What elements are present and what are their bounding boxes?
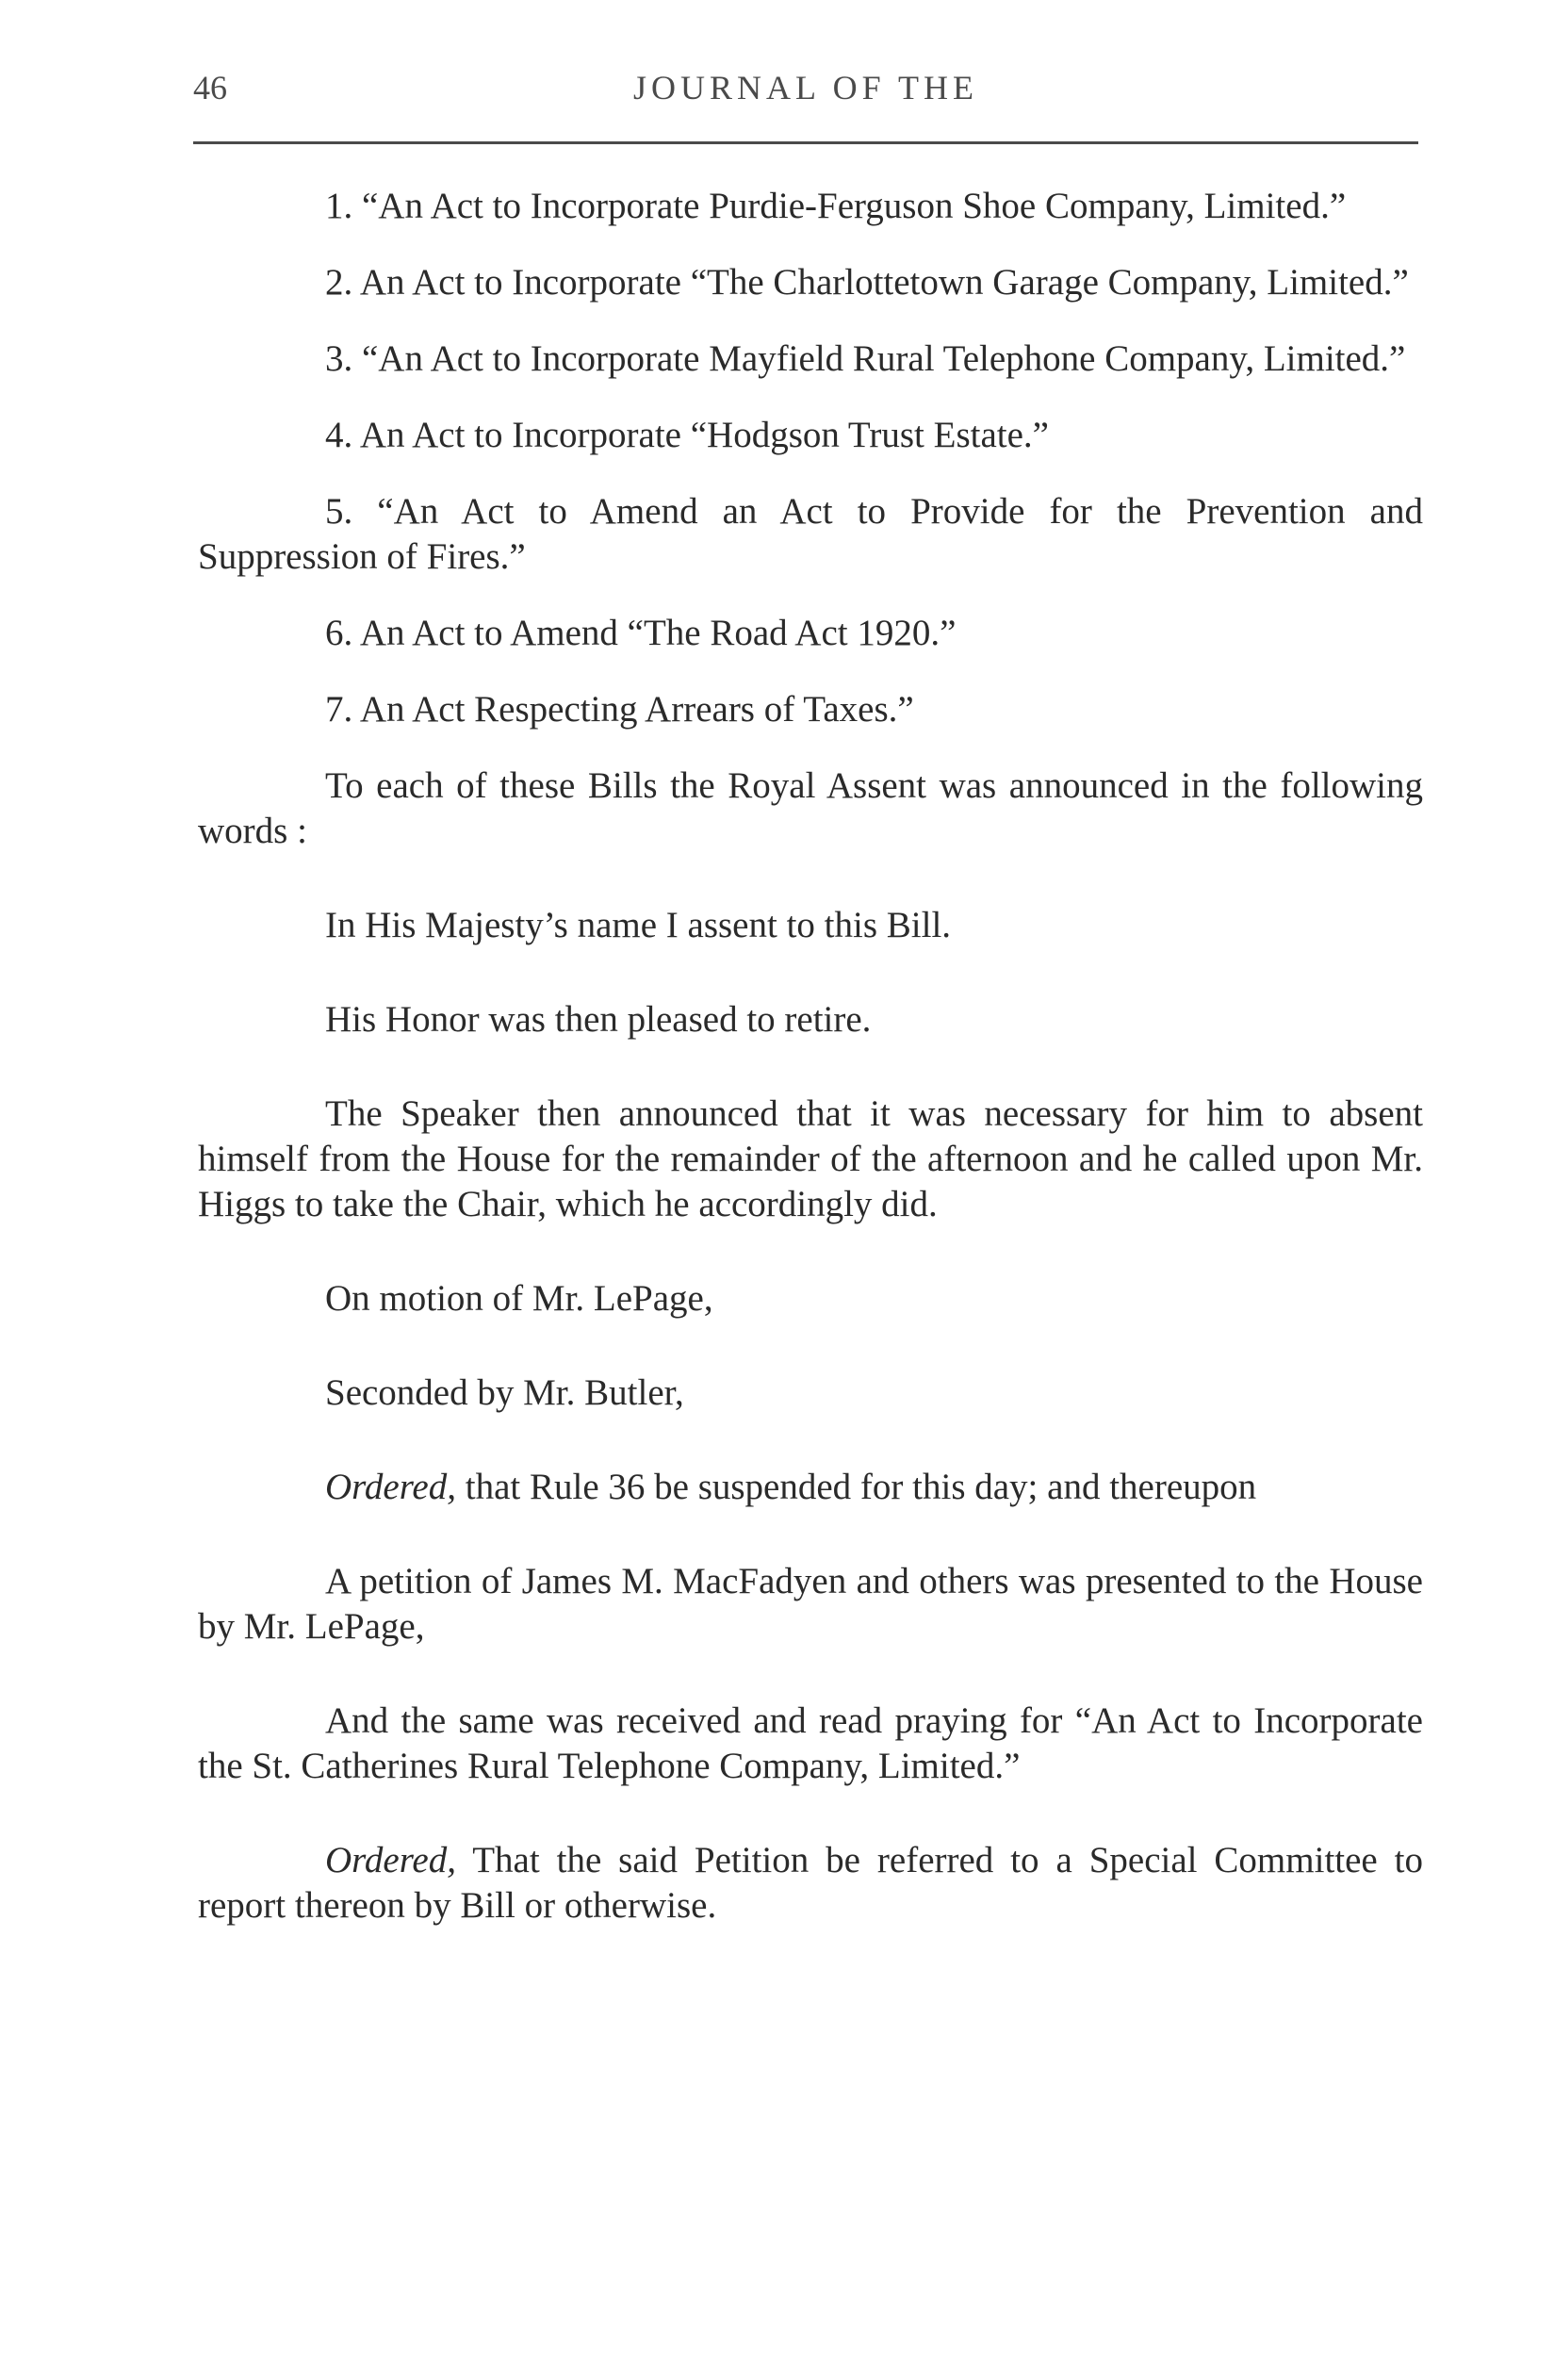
ordered-suspension-paragraph: [198, 1465, 1423, 1510]
bill-item: 6. An Act to Amend “The Road Act 1920.”: [325, 613, 957, 653]
bill-item: 2. An Act to Incorporate “The Charlottetown Garage Company, Limited.”: [325, 262, 1409, 303]
retire-paragraph: His Honor was then pleased to retire.: [325, 999, 872, 1040]
bill-item: 3. “An Act to Incorporate Mayfield Rural Telephone Company, Limited.”: [325, 338, 1406, 379]
received-paragraph: And the same was received and read praying for “An Act to Incorporate the St. Catherines Rural Telephone Company, Limited.”: [198, 1700, 1423, 1786]
page-header: [193, 68, 1418, 124]
seconded-paragraph: Seconded by Mr. Butler,: [325, 1372, 684, 1413]
header-rule: [193, 141, 1418, 144]
ordered-text: that Rule 36 be suspended for this day; and thereupon: [456, 1467, 1257, 1507]
motion-paragraph: On motion of Mr. LePage,: [325, 1278, 713, 1319]
bill-item: 1. “An Act to Incorporate Purdie-Ferguson Shoe Company, Limited.”: [325, 186, 1347, 226]
page-number: 46: [193, 69, 227, 107]
journal-body: [198, 184, 1423, 1929]
speaker-paragraph: The Speaker then announced that it was necessary for him to absent himself from the House for the remainder of the afternoon and he called upon Mr. Higgs to take the Chair, which he accordingly did.: [198, 1093, 1423, 1224]
ordered-referral-paragraph: [198, 1838, 1423, 1929]
bill-item: 7. An Act Respecting Arrears of Taxes.”: [325, 689, 914, 730]
ordered-label: Ordered,: [325, 1467, 456, 1507]
bill-item: 4. An Act to Incorporate “Hodgson Trust Estate.”: [325, 415, 1049, 455]
petition-paragraph: A petition of James M. MacFadyen and others was presented to the House by Mr. LePage,: [198, 1561, 1423, 1647]
assent-words-paragraph: In His Majesty’s name I assent to this Bill.: [325, 905, 952, 945]
running-head: JOURNAL OF THE: [632, 69, 978, 107]
ordered-label: Ordered,: [325, 1840, 456, 1880]
assent-intro-paragraph: To each of these Bills the Royal Assent was announced in the following words :: [198, 765, 1423, 851]
bill-item: 5. “An Act to Amend an Act to Provide for the Prevention and Suppression of Fires.”: [198, 491, 1423, 577]
ordered-text: That the said Petition be referred to a Special Committee to report thereon by Bill or otherwise.: [198, 1840, 1423, 1926]
